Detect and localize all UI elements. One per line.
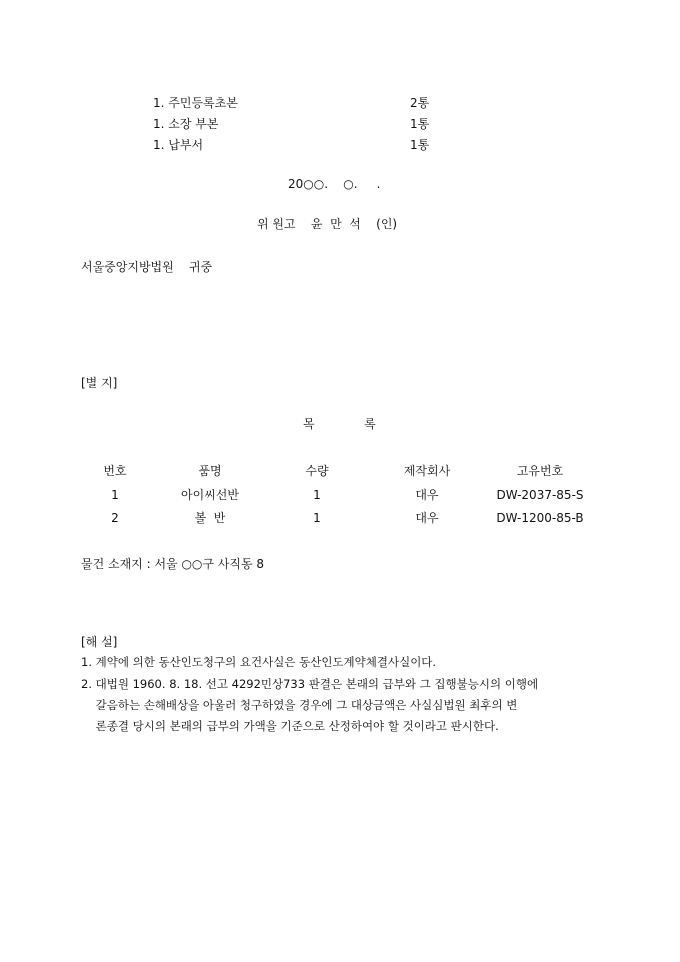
attachment-count: 2통 bbox=[410, 96, 430, 110]
table-cell: 아이씨선반 bbox=[181, 488, 239, 502]
attachment-count: 1통 bbox=[410, 138, 430, 152]
table-cell: 2 bbox=[111, 511, 119, 525]
table-header-cell: 수량 bbox=[305, 464, 329, 478]
list-title: 목 록 bbox=[303, 417, 376, 431]
attachment-item bbox=[153, 97, 433, 113]
table-cell: DW-2037-85-S bbox=[496, 488, 584, 502]
attachment-name: 1. 납부서 bbox=[153, 138, 204, 152]
item-location: 물건 소재지 : 서울 ○○구 사직동 8 bbox=[81, 557, 265, 571]
plaintiff-signature: 위 원고 윤 만 석 (인) bbox=[257, 217, 398, 231]
table-header-cell: 고유번호 bbox=[516, 464, 564, 478]
table-header-cell: 번호 bbox=[103, 464, 127, 478]
table-cell: DW-1200-85-B bbox=[496, 511, 584, 525]
table-header-cell: 품명 bbox=[198, 464, 222, 478]
attachment-item bbox=[153, 118, 433, 134]
table-cell: 1 bbox=[111, 488, 119, 502]
table-cell: 1 bbox=[313, 488, 321, 502]
court-addressee: 서울중앙지방법원 귀중 bbox=[81, 260, 213, 274]
commentary-line: 2. 대법원 1960. 8. 18. 선고 4292민상733 판결은 본래의 급부와 그 집행불능시의 이행에 bbox=[81, 677, 539, 691]
annex-label: [별 지] bbox=[81, 376, 118, 390]
attachment-name: 1. 주민등록초본 bbox=[153, 96, 238, 110]
commentary-line: 갈음하는 손해배상을 아울러 청구하였을 경우에 그 대상금액은 사실심법원 최후의 변 bbox=[81, 698, 518, 712]
table-cell: 대우 bbox=[415, 511, 439, 525]
commentary-line: 1. 계약에 의한 동산인도청구의 요건사실은 동산인도계약체결사실이다. bbox=[81, 655, 437, 669]
attachment-item bbox=[153, 139, 433, 155]
commentary-line: 론종결 당시의 본래의 급부의 가액을 기준으로 산정하여야 할 것이라고 판시한다. bbox=[81, 719, 499, 733]
table-cell: 1 bbox=[313, 511, 321, 525]
table-cell: 볼 반 bbox=[194, 511, 226, 525]
table-cell: 대우 bbox=[415, 488, 439, 502]
attachment-name: 1. 소장 부본 bbox=[153, 117, 219, 131]
commentary-label: [해 설] bbox=[81, 635, 118, 649]
table-header-cell: 제작회사 bbox=[403, 464, 451, 478]
document-date: 20○○. ○. . bbox=[288, 177, 381, 191]
attachment-count: 1통 bbox=[410, 117, 430, 131]
